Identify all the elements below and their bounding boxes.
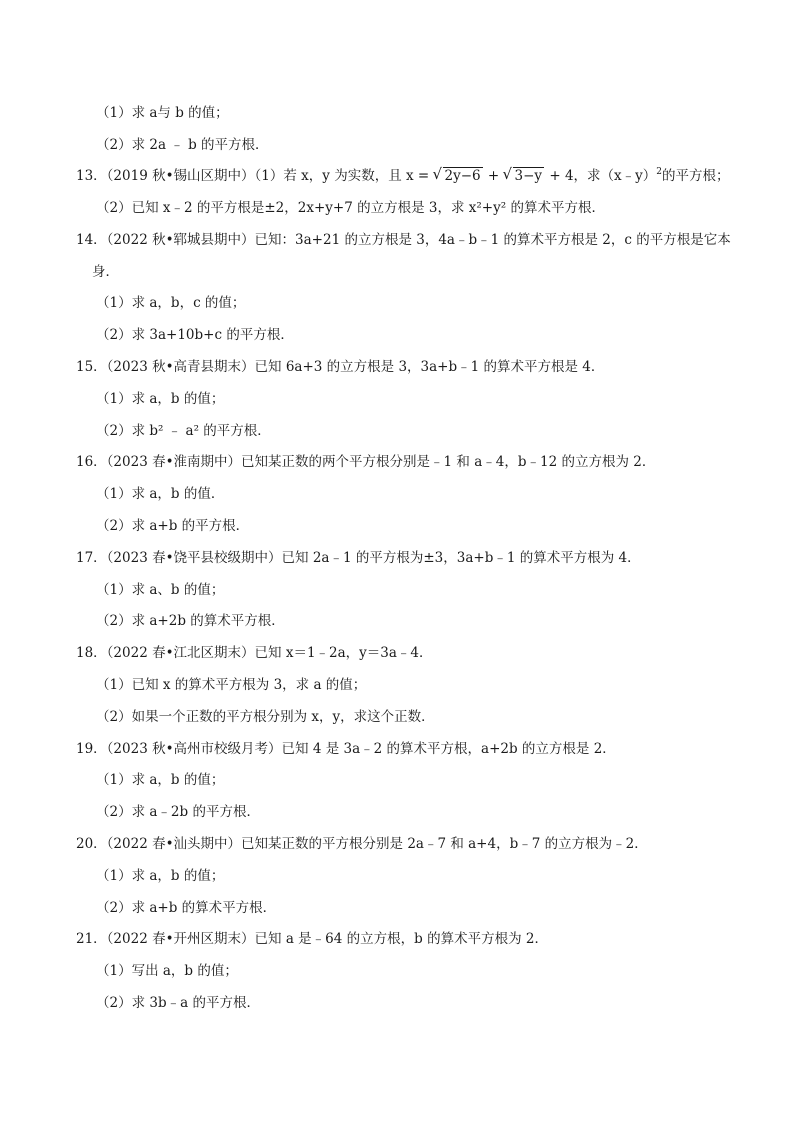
- p12-sub2: （2）求 2a ﹣ b 的平方根．: [96, 137, 269, 153]
- plus: +: [483, 168, 504, 184]
- exponent: 2: [656, 167, 663, 177]
- p21-stem: 21．（2022 春•开州区期末）已知 a 是﹣64 的立方根，b 的算术平方根为 2．: [76, 931, 548, 947]
- p14-sub2: （2）求 3a+10b+c 的平方根．: [96, 327, 294, 343]
- p19-stem: 19．（2023 秋•高州市校级月考）已知 4 是 3a﹣2 的算术平方根，a+2b 的立方根是 2．: [76, 741, 616, 757]
- p15-stem: 15．（2023 秋•高青县期末）已知 6a+3 的立方根是 3，3a+b﹣1 的算术平方根是 4．: [76, 359, 605, 375]
- p15-sub2: （2）求 b² ﹣ a² 的平方根．: [96, 423, 271, 439]
- p21-sub1: （1）写出 a，b 的值；: [96, 963, 238, 979]
- p13-stem-b: + 4，求（x﹣y）: [545, 168, 657, 184]
- p17-sub2: （2）求 a+2b 的算术平方根．: [96, 613, 285, 629]
- p14-sub1: （1）求 a，b，c 的值；: [96, 295, 246, 311]
- p20-sub2: （2）求 a+b 的算术平方根．: [96, 900, 277, 916]
- p16-sub2: （2）求 a+b 的平方根．: [96, 518, 250, 534]
- p12-sub1: （1）求 a与 b 的值；: [96, 105, 229, 121]
- p19-sub1: （1）求 a，b 的值；: [96, 772, 225, 788]
- p18-stem: 18．（2022 春•江北区期末）已知 x＝1﹣2a，y＝3a﹣4．: [76, 645, 433, 661]
- p16-stem: 16．（2023 春•淮南期中）已知某正数的两个平方根分别是﹣1 和 a﹣4，b﹣12 的立方根为 2．: [76, 454, 656, 470]
- p18-sub2: （2）如果一个正数的平方根分别为 x，y，求这个正数．: [96, 709, 435, 725]
- p18-sub1: （1）已知 x 的算术平方根为 3，求 a 的值；: [96, 677, 367, 693]
- p14-stem-cont: 身．: [92, 264, 119, 280]
- p13-stem-a: 13．（2019 秋•锡山区期中）（1）若 x，y 为实数，且 x =: [76, 168, 434, 184]
- p15-sub1: （1）求 a，b 的值；: [96, 391, 225, 407]
- p14-stem: 14．（2022 秋•郓城县期中）已知：3a+21 的立方根是 3，4a﹣b﹣1 的算术平方根是 2，c 的平方根是它本: [76, 232, 731, 248]
- sqrt-3-y: [504, 166, 545, 186]
- p20-stem: 20．（2022 春•汕头期中）已知某正数的平方根分别是 2a﹣7 和 a+4，b﹣7 的立方根为﹣2．: [76, 836, 648, 852]
- p20-sub1: （1）求 a，b 的值；: [96, 868, 225, 884]
- p19-sub2: （2）求 a﹣2b 的平方根．: [96, 804, 260, 820]
- p13-sub2: （2）已知 x﹣2 的平方根是±2，2x+y+7 的立方根是 3，求 x²+y² 的算术平方根．: [96, 200, 605, 216]
- p13-stem-c: 的平方根；: [662, 168, 730, 184]
- p21-sub2: （2）求 3b﹣a 的平方根．: [96, 995, 260, 1011]
- p17-sub1: （1）求 a、b 的值；: [96, 582, 225, 598]
- radicand-2: 3−y: [514, 168, 543, 184]
- p16-sub1: （1）求 a，b 的值．: [96, 486, 225, 502]
- p17-stem: 17．（2023 春•饶平县校级期中）已知 2a﹣1 的平方根为±3，3a+b﹣1 的算术平方根为 4．: [76, 550, 641, 566]
- sqrt-2y-6: [434, 166, 483, 186]
- radicand-1: 2y−6: [444, 168, 481, 184]
- p13-stem: [76, 166, 730, 186]
